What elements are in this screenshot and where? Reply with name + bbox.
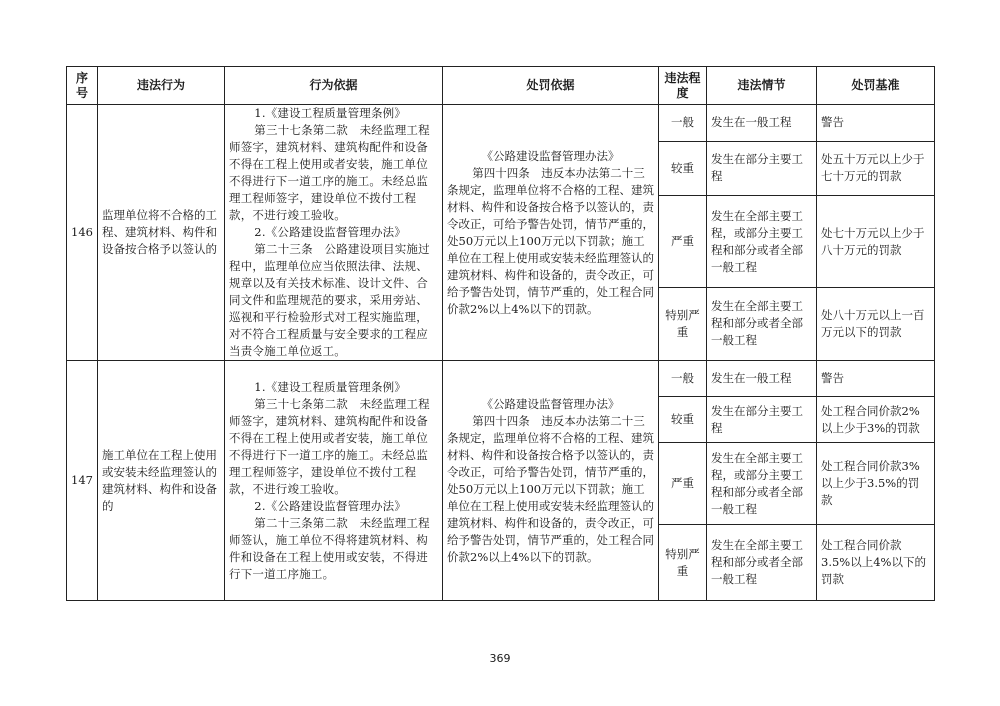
basis-title-1: 1.《建设工程质量管理条例》	[254, 106, 407, 120]
header-act: 违法行为	[98, 67, 225, 105]
basis-title-2: 2.《公路建设监督管理办法》	[254, 498, 407, 513]
standard-cell: 处工程合同价款2%以上少于3%的罚款	[817, 397, 935, 443]
legal-basis	[225, 361, 443, 601]
situation-cell: 发生在全部主要工程，或部分主要工程和部分或者全部一般工程	[707, 443, 817, 525]
situation-cell: 发生在全部主要工程和部分或者全部一般工程	[707, 287, 817, 360]
row-number: 146	[67, 105, 98, 361]
penalty-basis	[443, 361, 659, 601]
degree-cell: 较重	[659, 141, 707, 196]
situation-cell: 发生在部分主要工程	[707, 397, 817, 443]
standard-cell: 警告	[817, 361, 935, 397]
penalty-text: 第四十四条 违反本办法第二十三条规定，监理单位将不合格的工程、建筑材料、构件和设备按合格予以签认的，责令改正，可给予警告处罚，情节严重的，处50万元以上100万元以下罚款；施工单位在工程上使用或安装未经监理签认的建筑材料、构件和设备的，责令改正，可给予警告处罚，情节严重的，处工程合同价款2%以上4%以下的罚款。	[447, 413, 654, 564]
basis-text-2: 第二十三条第二款 未经监理工程师签认，施工单位不得将建筑材料、构件和设备在工程上使用或安装，不得进行下一道工序施工。	[229, 515, 430, 581]
basis-text-1: 第三十七条第二款 未经监理工程师签字，建筑材料、建筑构配件和设备不得在工程上使用或者安装，施工单位不得进行下一道工序的施工。未经总监理工程师签字，建设单位不拨付工程款，不进行竣工验收。	[229, 123, 430, 222]
basis-title-2: 2.《公路建设监督管理办法》	[254, 225, 407, 239]
header-situation: 违法情节	[707, 67, 817, 105]
table-row	[67, 105, 935, 142]
row-number: 147	[67, 361, 98, 601]
basis-text-2: 第二十三条 公路建设项目实施过程中，监理单位应当依照法律、法规、规章以及有关技术标准、设计文件、合同文件和监理规范的要求，采用旁站、巡视和平行检验形式对工程实施监理，对不符合工程质量与安全要求的工程应当责令施工单位返工。	[229, 242, 430, 358]
degree-cell: 一般	[659, 361, 707, 397]
degree-cell: 较重	[659, 397, 707, 443]
table-row	[67, 361, 935, 397]
standard-cell: 处八十万元以上一百万元以下的罚款	[817, 287, 935, 360]
situation-cell: 发生在全部主要工程和部分或者全部一般工程	[707, 525, 817, 601]
header-basis: 行为依据	[225, 67, 443, 105]
violation-act: 施工单位在工程上使用或安装未经监理签认的建筑材料、构件和设备的	[98, 361, 225, 601]
header-no: 序号	[67, 67, 98, 105]
standard-cell: 处工程合同价款3.5%以上4%以下的罚款	[817, 525, 935, 601]
header-penalty: 处罚依据	[443, 67, 659, 105]
penalty-title: 《公路建设监督管理办法》	[481, 148, 620, 163]
header-standard: 处罚基准	[817, 67, 935, 105]
basis-text-1: 第三十七条第二款 未经监理工程师签字，建筑材料、建筑构配件和设备不得在工程上使用或者安装，施工单位不得进行下一道工序的施工。未经总监理工程师签字，建设单位不拨付工程款，不进行竣工验收。	[229, 396, 430, 496]
penalty-table	[66, 66, 935, 601]
degree-cell: 特别严重	[659, 287, 707, 360]
degree-cell: 严重	[659, 443, 707, 525]
penalty-basis	[443, 105, 659, 361]
header-degree: 违法程度	[659, 67, 707, 105]
situation-cell: 发生在部分主要工程	[707, 141, 817, 196]
penalty-title: 《公路建设监督管理办法》	[481, 396, 620, 411]
penalty-text: 第四十四条 违反本办法第二十三条规定，监理单位将不合格的工程、建筑材料、构件和设备按合格予以签认的，责令改正，可给予警告处罚，情节严重的，处50万元以上100万元以下罚款；施工单位在工程上使用或安装未经监理签认的建筑材料、构件和设备的，责令改正，可给予警告处罚，情节严重的，处工程合同价款2%以上4%以下的罚款。	[447, 165, 654, 316]
table-header-row	[67, 67, 935, 105]
degree-cell: 特别严重	[659, 525, 707, 601]
degree-cell: 严重	[659, 196, 707, 287]
degree-cell: 一般	[659, 105, 707, 142]
basis-title-1: 1.《建设工程质量管理条例》	[254, 379, 407, 394]
situation-cell: 发生在一般工程	[707, 105, 817, 142]
legal-basis	[225, 105, 443, 361]
standard-cell: 警告	[817, 105, 935, 142]
situation-cell: 发生在全部主要工程，或部分主要工程和部分或者全部一般工程	[707, 196, 817, 287]
page-number: 369	[489, 652, 511, 665]
standard-cell: 处五十万元以上少于七十万元的罚款	[817, 141, 935, 196]
standard-cell: 处工程合同价款3%以上少于3.5%的罚款	[817, 443, 935, 525]
situation-cell: 发生在一般工程	[707, 361, 817, 397]
violation-act: 监理单位将不合格的工程、建筑材料、构件和设备按合格予以签认的	[98, 105, 225, 361]
standard-cell: 处七十万元以上少于八十万元的罚款	[817, 196, 935, 287]
